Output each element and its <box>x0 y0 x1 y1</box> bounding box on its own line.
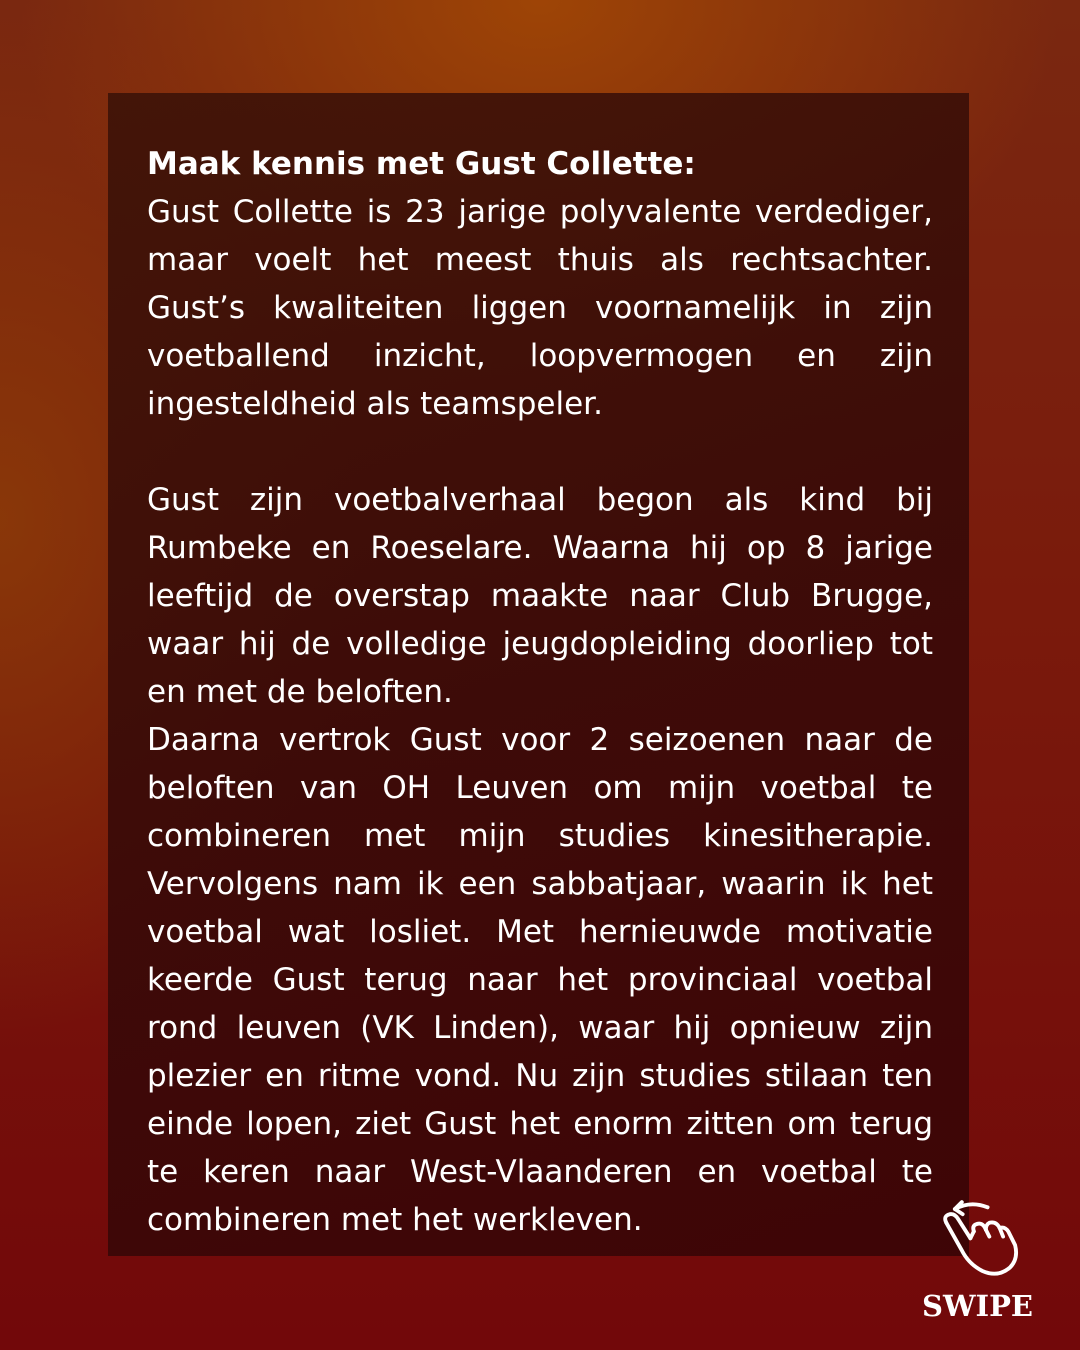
bio-paragraph-3: Daarna vertrok Gust voor 2 seizoenen naar de beloften van OH Leuven om mijn voetbal te combineren met mijn studies kinesitherapie. Vervolgens nam ik een sabbatjaar, waarin ik het voetbal wat losliet. Met hernieuwde motivatie keerde Gust terug naar het provinciaal voetbal rond leuven (VK Linden), waar hij opnieuw zijn plezier en ritme vond. Nu zijn studies stilaan ten einde lopen, ziet Gust het enorm zitten om terug te keren naar West-Vlaanderen en voetbal te combineren met het werkleven. <box>147 722 933 1238</box>
swipe-hand-icon <box>936 1197 1022 1283</box>
bio-text <box>147 140 933 1244</box>
swipe-label: SWIPE <box>922 1289 1033 1323</box>
bio-heading: Maak kennis met Gust Collette: <box>147 146 696 182</box>
bio-paragraph-1: Gust Collette is 23 jarige polyvalente verdediger, maar voelt het meest thuis als rechtsachter. Gust’s kwaliteiten liggen voornamelijk in zijn voetballend inzicht, loopvermogen en zijn ingesteldheid als teamspeler. <box>147 194 933 422</box>
paragraph-spacer <box>147 428 933 476</box>
bio-paragraph-2: Gust zijn voetbalverhaal begon als kind bij Rumbeke en Roeselare. Waarna hij op 8 jarige leeftijd de overstap maakte naar Club Brugge, waar hij de volledige jeugdopleiding doorliep tot en met de beloften. <box>147 482 933 710</box>
swipe-indicator[interactable] <box>910 1195 1045 1330</box>
